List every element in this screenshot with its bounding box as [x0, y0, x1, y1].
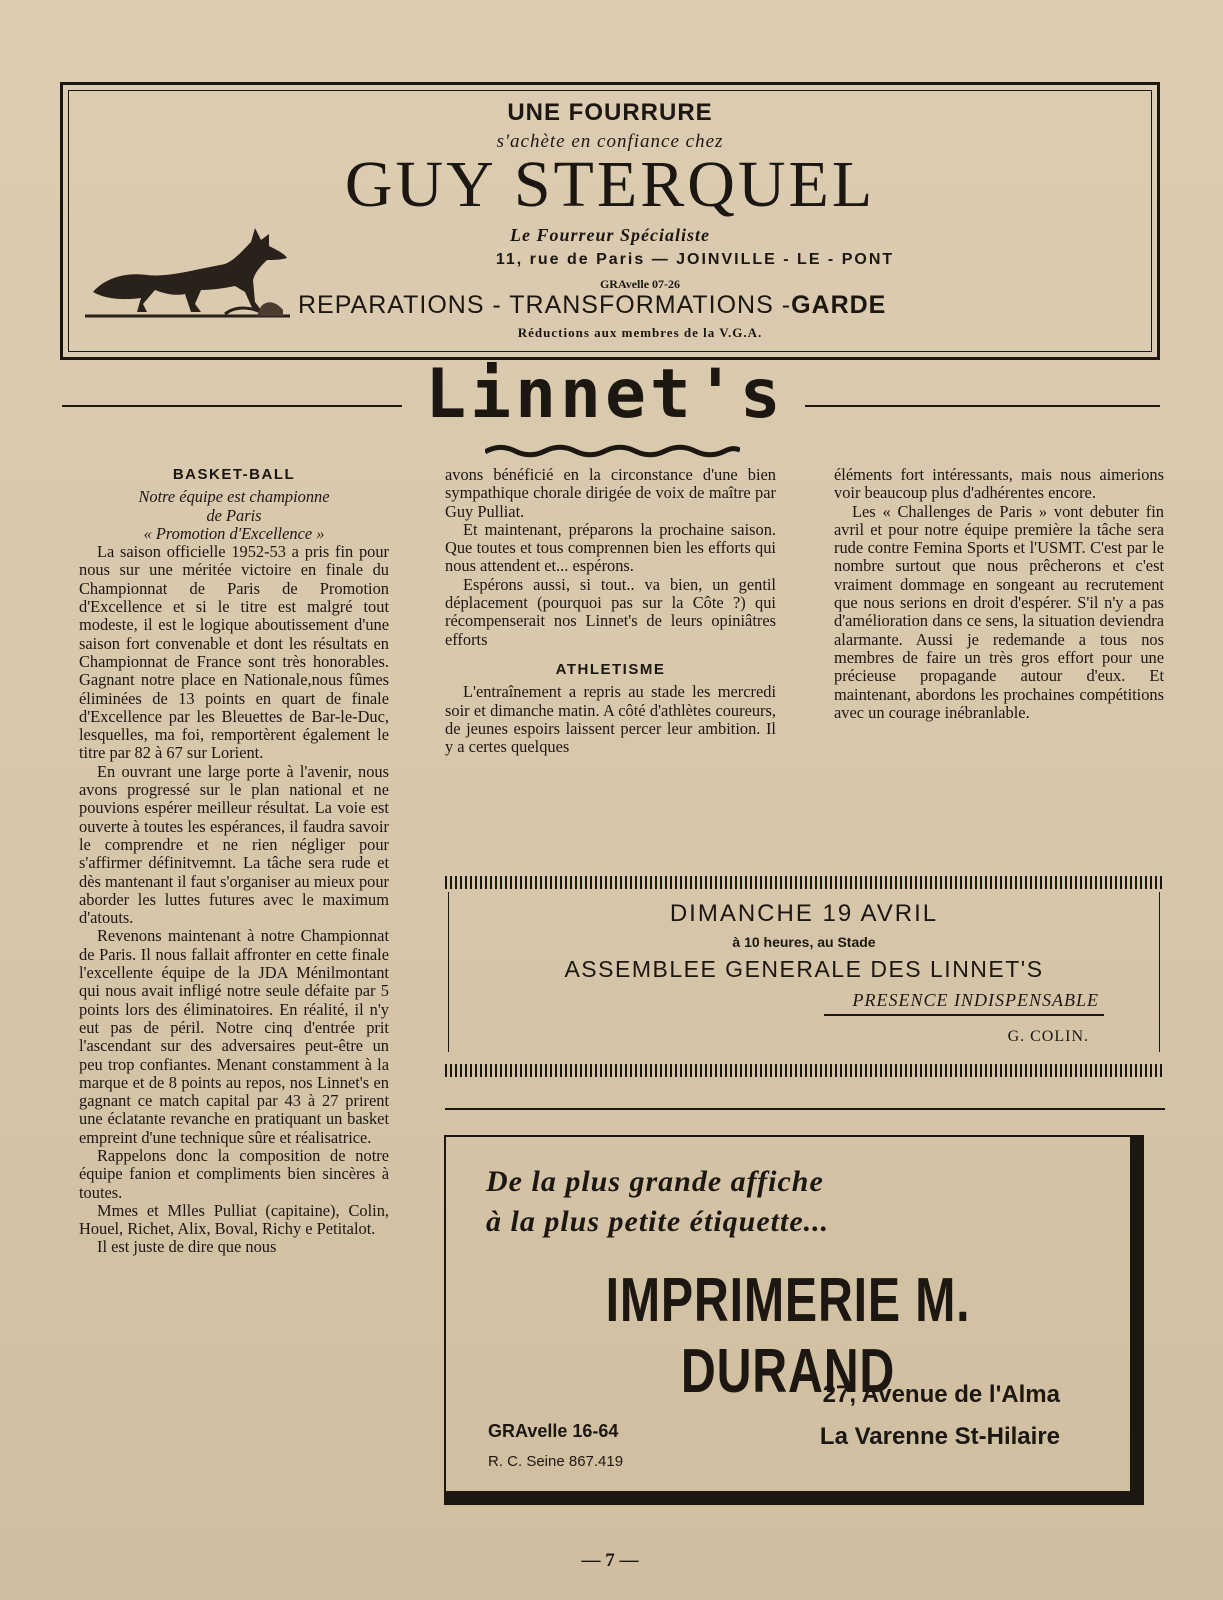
printer-street: 27, Avenue de l'Alma [822, 1381, 1060, 1408]
notice-event: ASSEMBLEE GENERALE DES LINNET'S [564, 956, 1044, 982]
page-number: — 7 — [581, 1550, 639, 1571]
column-middle [445, 466, 776, 756]
subtitle-line-2: de Paris [206, 505, 262, 525]
paragraph: avons bénéficié en la circonstance d'une bien sympathique chorale dirigée de voix de maître par Guy Pulliat. [445, 465, 776, 521]
notice-underline [824, 1014, 1104, 1016]
column-right [834, 466, 1164, 722]
section-divider [445, 1108, 1165, 1110]
ad-services [298, 291, 886, 320]
notice-date: DIMANCHE 19 AVRIL [669, 900, 939, 927]
section-title-athletics: ATHLETISME [555, 660, 666, 678]
ad-headline: UNE FOURRURE [507, 99, 713, 126]
paragraph: La saison officielle 1952-53 a pris fin pour nous sur une méritée victoire en finale du Championnat de Paris de Promotion d'Excellence et si le titre est malgré tout modeste, il est le logique aboutissement d'une saison fort convenable et dont les résultats en Championnat de France sont très honorables. Gagnant notre place en Nationale,nous fûmes éliminées de 13 points en quart de finale d'Excellence par les Bleuettes de Bar-le-Duc, lesquelles, ma foi, remportèrent également le titre par 82 à 67 sur Lorient. [79, 542, 389, 763]
paragraph: éléments fort intéressants, mais nous aimerions voir beaucoup plus d'adhérentes encore. [834, 465, 1164, 503]
paragraph: Et maintenant, préparons la prochaine saison. Que toutes et tous comprennen bien les efforts qui nous attendent et... espérons. [445, 519, 776, 576]
paragraph: Espérons aussi, si tout.. va bien, un gentil déplacement (pourquoi pas sur la Côte ?) qui récompenserait nos Linnet's de leurs opiniâtres efforts [445, 574, 776, 649]
ad-phone: GRAvelle 07-26 [599, 277, 681, 291]
notice-signature: G. COLIN. [1007, 1028, 1089, 1045]
ad-tagline: Le Fourreur Spécialiste [509, 225, 710, 245]
ad-shop-name: GUY STERQUEL [344, 148, 876, 221]
paragraph: Les « Challenges de Paris » vont debuter fin avril et pour notre équipe première la tâche sera rude contre Femina Sports et l'USMT. C'est par le nombre surtout que nous prêcherons et c'est vraiment dommage en songeant au recrutement que nous serions en droit d'espérer. S'il n'y a pas d'amélioration dans ce sens, la situation deviendra alarmante. Aussi je redemande a tous nos membres de faire un très gros effort pour une précieuse propagande autour d'eux. Et maintenant, abordons les prochaines compétitions avec un courage inébranlable. [834, 501, 1164, 722]
assembly-notice [448, 892, 1160, 1052]
printer-city: La Varenne St-Hilaire [819, 1423, 1060, 1450]
fox-illustration-icon [85, 220, 290, 320]
ad-reductions: Réductions aux membres de la V.G.A. [517, 325, 763, 340]
tick-border-top [445, 876, 1165, 889]
wave-ornament-icon [485, 444, 740, 458]
paragraph: Revenons maintenant à notre Championnat de Paris. Il nous fallait affronter en cette finale l'excellente équipe de la JDA Ménilmontant qui nous avait infligé notre seule défaite par 5 points lors des éliminatoires. En réalité, il n'y eut pas de péril. Notre cinq d'entrée prit l'ascendant sur des adversaires peut-être un peu trop confiantes. Menant constamment à la marque et de 8 points au repos, nos Linnet's en gagnant ce match capital par 43 à 27 prirent une éclatante revanche en pratiquant un basket empreint d'une technique sûre et réalisatrice. [79, 926, 389, 1147]
paragraph: L'entraînement a repris au stade les mercredi soir et dimanche matin. A côté d'athlètes coureurs, de jeunes espoirs laissent percer leur ambition. Il y a certes quelques [445, 682, 776, 757]
ad-services-bold: GARDE [791, 291, 887, 319]
printer-slogan-2: à la plus petite étiquette... [486, 1205, 830, 1238]
printer-phone: GRAvelle 16-64 [488, 1421, 619, 1441]
printer-name: IMPRIMERIE M. DURAND [605, 1266, 971, 1406]
masthead-rule-right [805, 405, 1160, 407]
ad-intro: s'achète en confiance chez [496, 131, 724, 152]
notice-time: à 10 heures, au Stade [732, 934, 876, 950]
subtitle-line-1: Notre équipe est championne [138, 487, 330, 507]
masthead-rule-left [62, 405, 402, 407]
section-title-basketball: BASKET-BALL [172, 466, 296, 483]
paragraph: Il est juste de dire que nous [97, 1237, 277, 1257]
printer-registration: R. C. Seine 867.419 [488, 1453, 624, 1470]
paragraph: Mmes et Mlles Pulliat (capitaine), Colin, Houel, Richet, Alix, Boval, Richy e Petitalot. [79, 1200, 389, 1239]
notice-presence: PRESENCE INDISPENSABLE [852, 990, 1099, 1010]
paragraph: Rappelons donc la composition de notre équipe fanion et compliments bien sincères à toutes. [79, 1145, 389, 1202]
tick-border-bottom [445, 1064, 1165, 1077]
printer-advertisement [444, 1135, 1144, 1505]
fur-shop-advertisement [60, 82, 1160, 360]
ad-address: 11, rue de Paris — JOINVILLE - LE - PONT [495, 251, 895, 268]
masthead-title: Linnet's [425, 355, 785, 434]
subtitle-line-3: « Promotion d'Excellence » [143, 523, 325, 543]
column-basketball [79, 466, 389, 1257]
ad-services-regular: REPARATIONS - TRANSFORMATIONS - [298, 291, 792, 319]
printer-slogan-1: De la plus grande affiche [486, 1165, 824, 1198]
paragraph: En ouvrant une large porte à l'avenir, nous avons progressé sur le plan national et ne pouvions espérer meilleur résultat. La voie est ouverte à toutes les espérances, il faudra savoir le comprendre et ne rien négliger pour s'affirmer définitvemnt. La tâche sera rude et dès mantenant il faut s'organiser au mieux pour aborder les luttes futures avec le maximum d'atouts. [79, 761, 389, 928]
